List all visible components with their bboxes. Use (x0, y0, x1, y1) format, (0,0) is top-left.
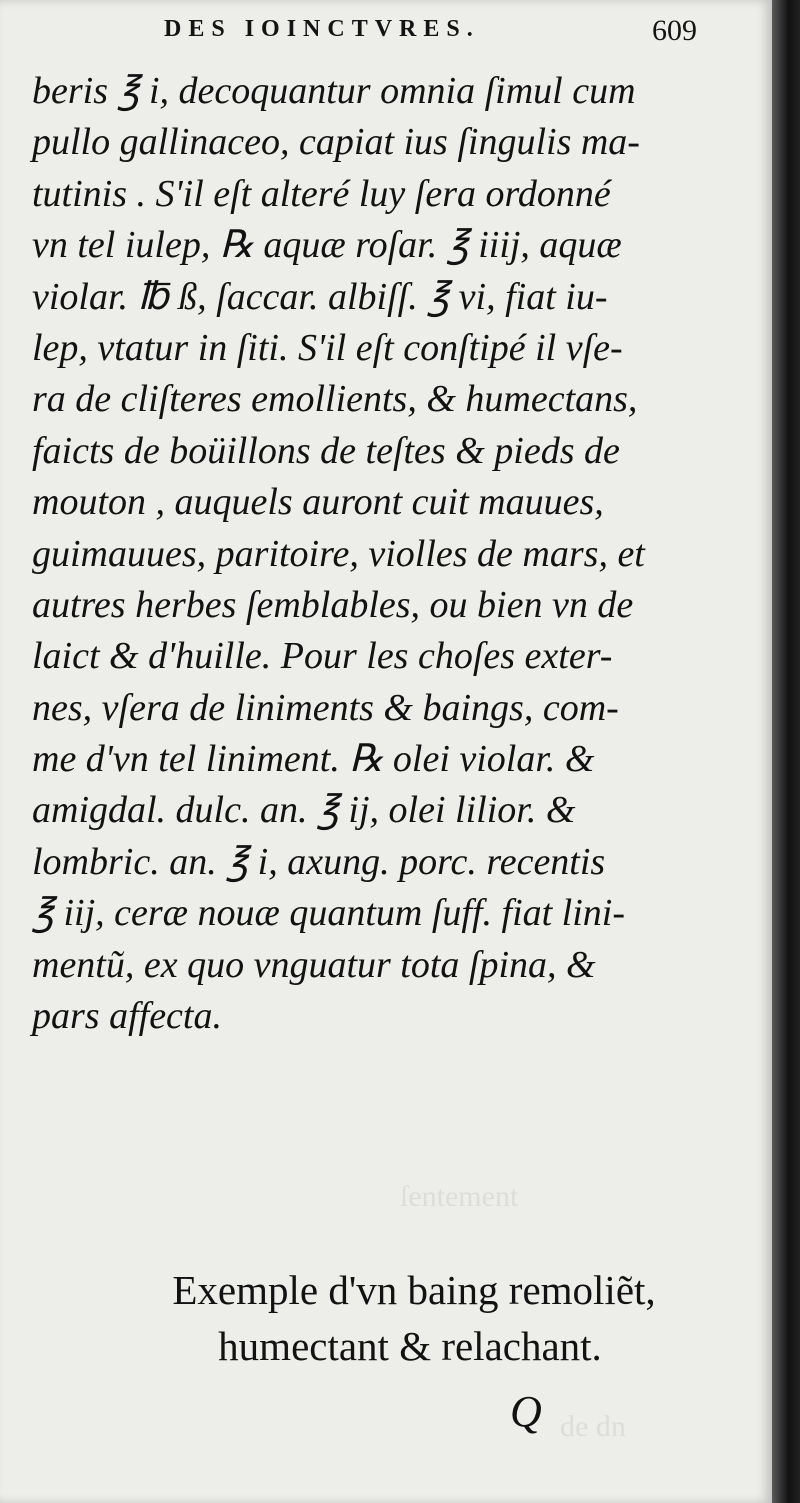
text-line: ra de cliſteres emollients, & humectans, (32, 378, 638, 421)
text-line: violar. ℔ ß, ſaccar. albiſſ. ℥ vi, fiat iu- (32, 275, 608, 318)
body-text (32, 66, 744, 1042)
section-heading-line: humectant & relachant. (218, 1323, 602, 1369)
text-line: guimauues, paritoire, violles de mars, et (32, 532, 645, 575)
text-line: beris ℥ i, decoquantur omnia ſimul cum (32, 70, 636, 112)
text-line: pars affecta. (32, 995, 222, 1038)
text-line: me d'vn tel liniment. ℞ olei violar. & (32, 738, 595, 781)
running-head (0, 14, 772, 54)
text-line: lep, vtatur in ſiti. S'il eſt conſtipé il vſe- (32, 326, 623, 369)
text-line: tutinis . S'il eſt alteré luy ſera ordonné (32, 172, 611, 215)
text-line: faicts de boüillons de teſtes & pieds de (32, 429, 620, 472)
page-number: 609 (652, 14, 697, 47)
text-line: amigdal. dulc. an. ℥ ij, olei lilior. & (32, 789, 576, 832)
text-line: mentũ, ex quo vnguatur tota ſpina, & (32, 943, 596, 986)
running-title: DES IOINCTVRES. (164, 16, 480, 42)
text-line: ℥ iij, ceræ nouæ quantum ſuff. fiat lini- (32, 892, 626, 935)
text-line: nes, vſera de liniments & baings, com- (32, 686, 619, 729)
text-line: laict & d'huille. Pour les choſes exter- (32, 635, 613, 678)
text-line: vn tel iulep, ℞ aquæ roſar. ℥ iiij, aquæ (32, 224, 622, 267)
text-line: lombric. an. ℥ i, axung. porc. recentis (32, 840, 606, 883)
page-edge-shadow (772, 0, 800, 1503)
show-through-text: de dn (560, 1410, 626, 1443)
text-line: mouton , auquels auront cuit mauues, (32, 481, 604, 524)
section-heading (0, 1262, 772, 1374)
show-through-text: ſentement (400, 1180, 519, 1213)
text-line: pullo gallinaceo, capiat ius ſingulis ma- (32, 121, 640, 164)
catchword: Q (510, 1387, 542, 1436)
section-heading-line: Exemple d'vn baing remoliẽt, (172, 1267, 656, 1313)
text-line: autres herbes ſemblables, ou bien vn de (32, 583, 634, 626)
